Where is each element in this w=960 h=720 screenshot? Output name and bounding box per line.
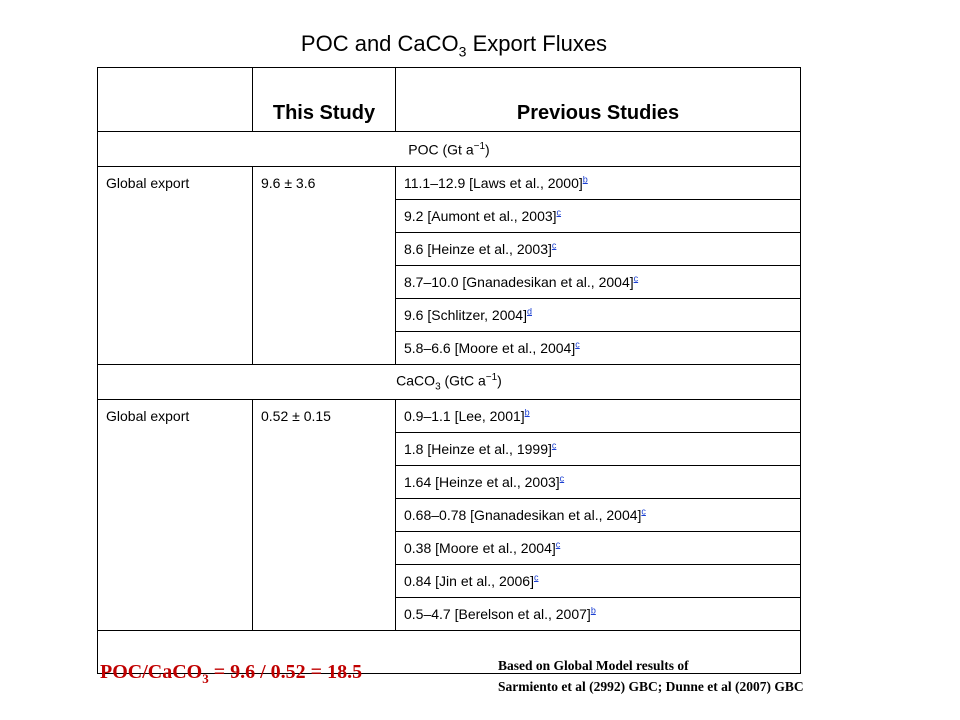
footnote-link[interactable]: c [556, 207, 562, 218]
flux-table [97, 67, 801, 674]
footnote-link[interactable]: c [641, 506, 646, 517]
footnote-link[interactable]: c [551, 240, 557, 251]
ratio-equation: POC/CaCO$_3$ = 9.6 / 0.52 = 18.5 [100, 661, 363, 686]
poc-section-row [98, 132, 801, 167]
footnote-link[interactable]: c [533, 572, 539, 583]
reference-cell [396, 167, 801, 200]
header-this-study: This Study [253, 68, 396, 132]
reference-text: 0.38 [Moore et al., 2004] [404, 540, 556, 556]
table-row [98, 167, 801, 200]
footnote-link[interactable]: d [526, 306, 532, 317]
reference-text: 0.84 [Jin et al., 2006] [404, 573, 534, 589]
reference-cell [396, 299, 801, 332]
source-note-line-2: Sarmiento et al (2992) GBC; Dunne et al (2007) GBC [498, 679, 804, 694]
header-empty-cell [98, 68, 253, 132]
reference-text: 11.1–12.9 [Laws et al., 2000] [404, 175, 583, 191]
slide-title: POC and CaCO$_3$ Export Fluxes [300, 31, 608, 60]
caco3-section-row [98, 365, 801, 400]
reference-text: 9.2 [Aumont et al., 2003] [404, 208, 557, 224]
row-label: Global export [98, 167, 253, 365]
footnote-link[interactable]: c [559, 473, 565, 484]
this-study-value: 0.52 ± 0.15 [253, 400, 396, 631]
footnote-link[interactable]: b [590, 605, 596, 616]
footnote-link[interactable]: c [555, 539, 561, 550]
reference-text: 0.68–0.78 [Gnanadesikan et al., 2004] [404, 507, 642, 523]
footnote-link[interactable]: c [633, 273, 639, 284]
reference-text: 0.9–1.1 [Lee, 2001] [404, 408, 525, 424]
reference-cell [396, 433, 801, 466]
reference-cell [396, 200, 801, 233]
poc-section-label: POC (Gt $a^{-1}$) [98, 132, 801, 167]
reference-text: 1.8 [Heinze et al., 1999] [404, 441, 552, 457]
caco3-rows [98, 400, 801, 631]
reference-cell [396, 266, 801, 299]
reference-text: 1.64 [Heinze et al., 2003] [404, 474, 560, 490]
footnote-link[interactable]: c [551, 440, 557, 451]
poc-rows [98, 167, 801, 365]
caco3-section-label: CaCO$_3$ (GtC $a^{-1}$) [98, 365, 801, 400]
source-note [498, 655, 804, 697]
reference-cell [396, 532, 801, 565]
reference-cell [396, 565, 801, 598]
header-previous-studies: Previous Studies [396, 68, 801, 132]
reference-cell [396, 598, 801, 631]
reference-cell [396, 466, 801, 499]
this-study-value: 9.6 ± 3.6 [253, 167, 396, 365]
reference-cell [396, 400, 801, 433]
row-label: Global export [98, 400, 253, 631]
reference-text: 0.5–4.7 [Berelson et al., 2007] [404, 606, 591, 622]
footnote-link[interactable]: b [582, 174, 588, 185]
reference-text: 9.6 [Schlitzer, 2004] [404, 307, 527, 323]
table-row [98, 400, 801, 433]
reference-text: 5.8–6.6 [Moore et al., 2004] [404, 340, 576, 356]
reference-text: 8.7–10.0 [Gnanadesikan et al., 2004] [404, 274, 634, 290]
reference-cell [396, 332, 801, 365]
source-note-line-1: Based on Global Model results of [498, 658, 689, 673]
footnote-link[interactable]: b [524, 407, 530, 418]
reference-cell [396, 233, 801, 266]
header-row [98, 68, 801, 132]
reference-cell [396, 499, 801, 532]
footnote-link[interactable]: c [575, 339, 580, 350]
reference-text: 8.6 [Heinze et al., 2003] [404, 241, 552, 257]
